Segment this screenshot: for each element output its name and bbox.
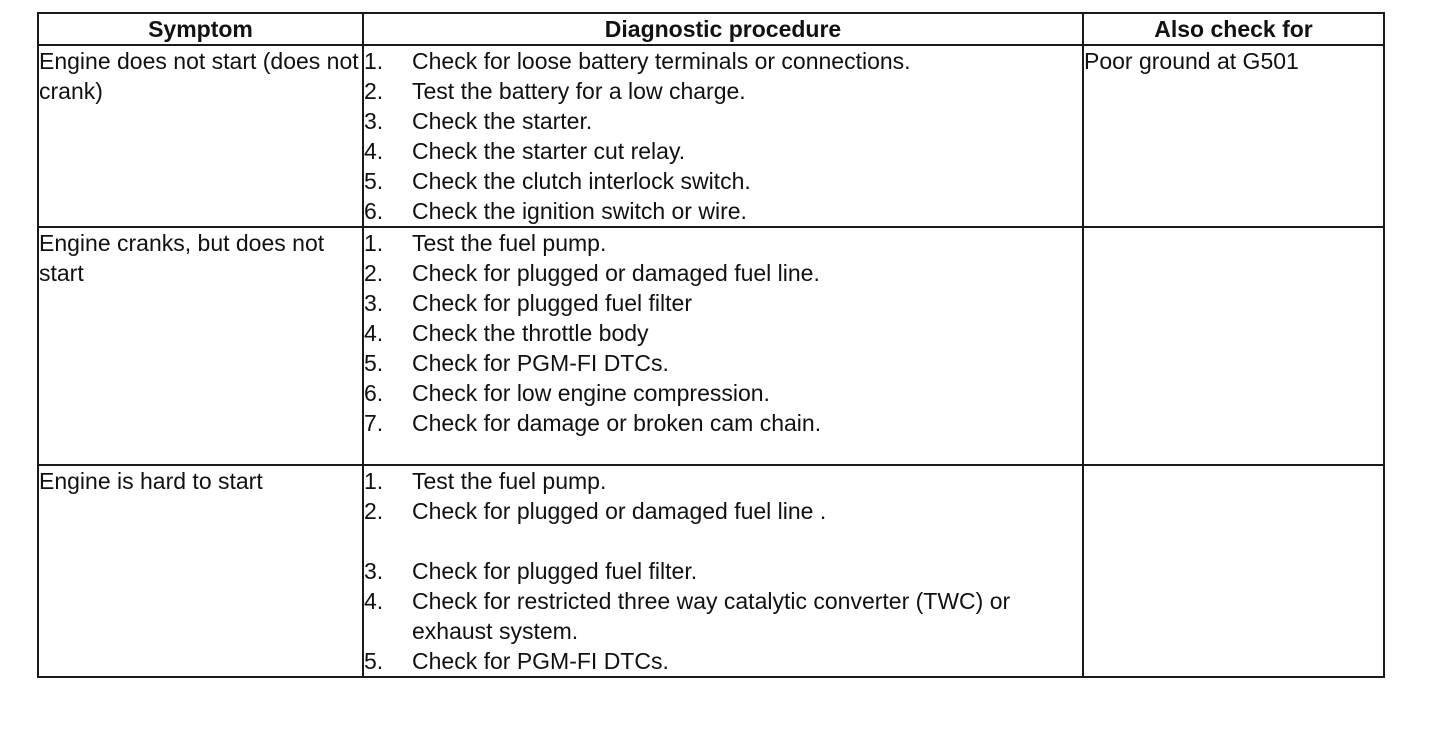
step-text: Test the fuel pump. (412, 230, 607, 256)
step-number: 2. (364, 78, 384, 104)
step-text: Check for PGM-FI DTCs. (412, 350, 669, 376)
step-number: 1. (364, 48, 384, 74)
step-text: Check the clutch interlock switch. (412, 168, 751, 194)
step-number: 6. (364, 380, 384, 406)
table-row (38, 227, 1384, 465)
procedure-cell (363, 227, 1083, 465)
procedure-step (364, 646, 1082, 676)
header-row (38, 13, 1384, 45)
step-number: 2. (364, 498, 384, 524)
procedure-step (364, 46, 1082, 76)
step-text: Check for damage or broken cam chain. (412, 410, 822, 436)
procedure-step (364, 408, 1082, 438)
step-text: Check for restricted three way catalytic converter (TWC) or exhaust system. (412, 588, 1011, 644)
procedure-step (364, 196, 1082, 226)
symptom-cell: Engine is hard to start (38, 465, 363, 677)
procedure-step (364, 258, 1082, 288)
step-text: Check the throttle body (412, 320, 649, 346)
procedure-step (364, 348, 1082, 378)
step-number: 4. (364, 320, 384, 346)
step-text: Test the fuel pump. (412, 468, 607, 494)
table-row (38, 465, 1384, 677)
step-text: Check for plugged fuel filter (412, 290, 692, 316)
header-symptom: Symptom (38, 13, 363, 45)
diagnostic-table (37, 12, 1385, 678)
procedure-cell (363, 45, 1083, 227)
step-number: 3. (364, 290, 384, 316)
step-number: 4. (364, 138, 384, 164)
procedure-step (364, 76, 1082, 106)
procedure-step (364, 288, 1082, 318)
step-number: 5. (364, 350, 384, 376)
step-number: 6. (364, 198, 384, 224)
step-number: 2. (364, 260, 384, 286)
step-text: Check the ignition switch or wire. (412, 198, 747, 224)
step-spacer (364, 526, 1082, 556)
procedure-step (364, 466, 1082, 496)
header-diagnostic-procedure: Diagnostic procedure (363, 13, 1083, 45)
step-text: Check for plugged or damaged fuel line. (412, 260, 820, 286)
also-check-cell (1083, 227, 1384, 465)
procedure-step (364, 136, 1082, 166)
table-row (38, 45, 1384, 227)
symptom-cell: Engine does not start (does not crank) (38, 45, 363, 227)
step-number: 1. (364, 468, 384, 494)
step-text: Check for loose battery terminals or connections. (412, 48, 911, 74)
procedure-step (364, 496, 1082, 526)
procedure-step (364, 318, 1082, 348)
step-text: Check for PGM-FI DTCs. (412, 648, 669, 674)
procedure-step (364, 378, 1082, 408)
step-number: 4. (364, 588, 384, 614)
step-number: 5. (364, 168, 384, 194)
step-text: Check the starter cut relay. (412, 138, 686, 164)
step-text: Test the battery for a low charge. (412, 78, 746, 104)
step-number: 3. (364, 108, 384, 134)
step-number: 7. (364, 410, 384, 436)
procedure-step (364, 166, 1082, 196)
procedure-step (364, 556, 1082, 586)
procedure-cell (363, 465, 1083, 677)
symptom-cell: Engine cranks, but does not start (38, 227, 363, 465)
step-text: Check for low engine compression. (412, 380, 770, 406)
diagnostic-sheet (37, 12, 1383, 678)
procedure-step (364, 106, 1082, 136)
also-check-cell: Poor ground at G501 (1083, 45, 1384, 227)
step-text: Check for plugged or damaged fuel line . (412, 498, 827, 524)
also-check-cell (1083, 465, 1384, 677)
step-number: 5. (364, 648, 384, 674)
step-number: 3. (364, 558, 384, 584)
header-also-check-for: Also check for (1083, 13, 1384, 45)
step-text: Check the starter. (412, 108, 593, 134)
procedure-step (364, 586, 1082, 646)
step-number: 1. (364, 230, 384, 256)
procedure-step (364, 228, 1082, 258)
step-text: Check for plugged fuel filter. (412, 558, 698, 584)
